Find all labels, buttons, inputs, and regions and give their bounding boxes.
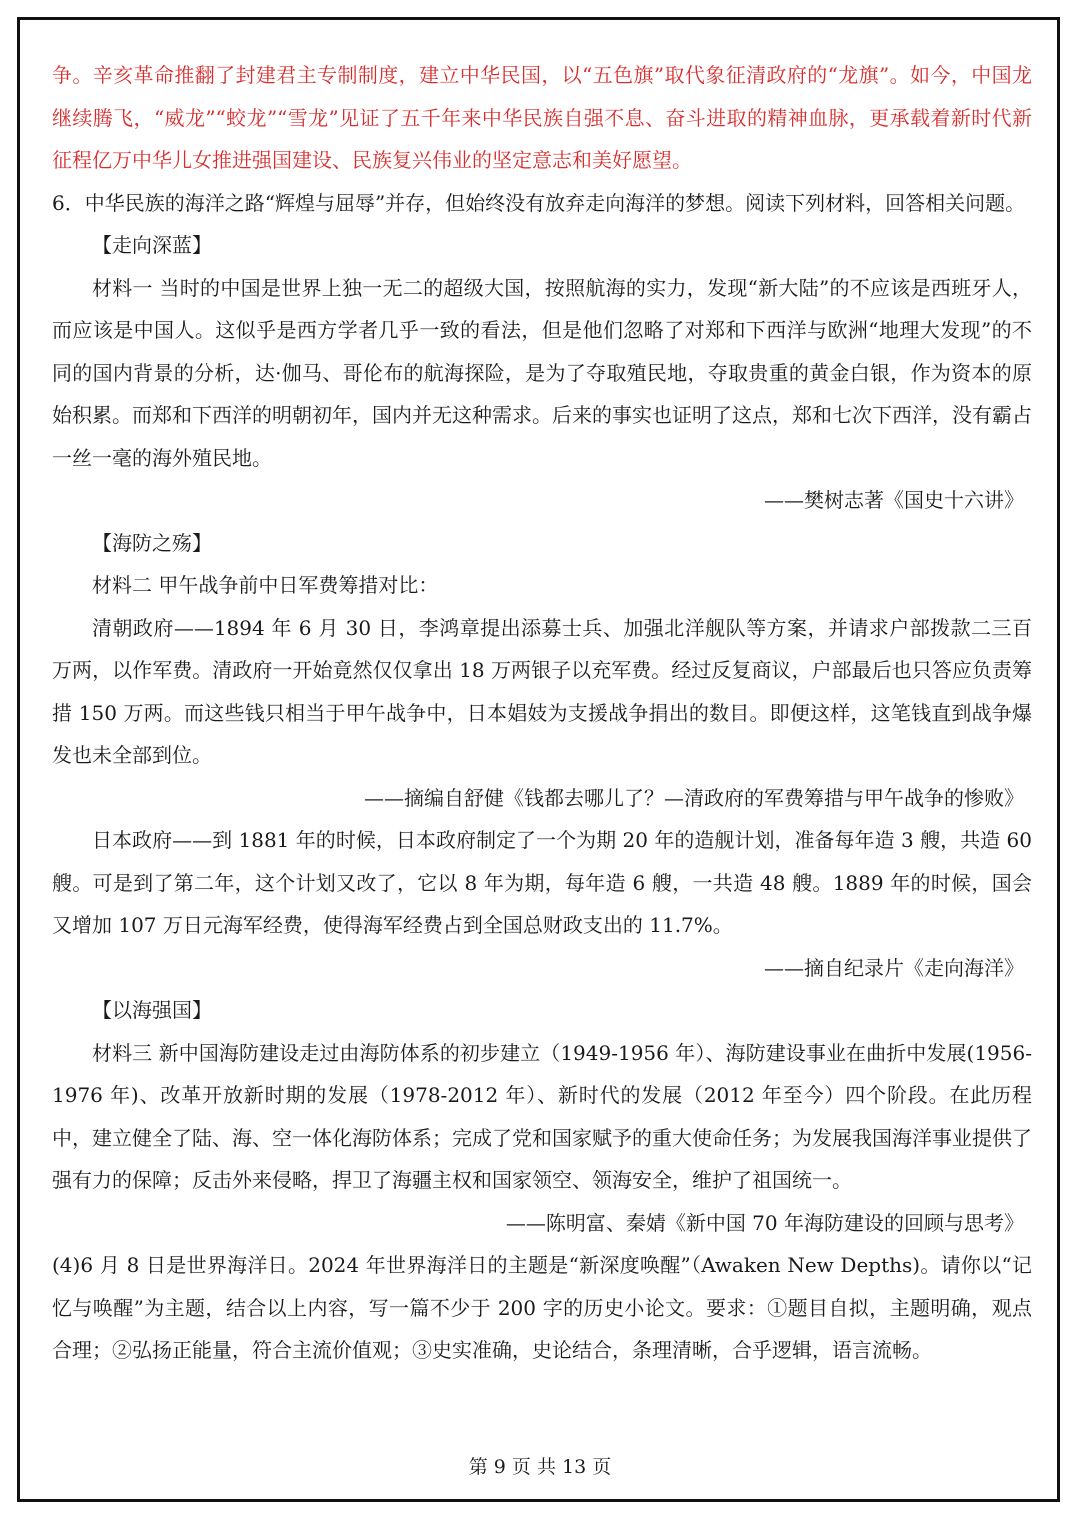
material-two-intro: 材料二 甲午战争前中日军费筹措对比： bbox=[92, 573, 439, 597]
question-6: 6．中华民族的海洋之路“辉煌与屈辱”并存，但始终没有放弃走向海洋的梦想。阅读下列材料，回答相关问题。 bbox=[52, 190, 1026, 215]
section-heading-coastal-defense: 【海防之殇】 bbox=[92, 530, 212, 555]
page-number: 第 9 页 共 13 页 bbox=[468, 1456, 612, 1478]
material-three-source: ——陈明富、秦婧《新中国 70 年海防建设的回顾与思考》 bbox=[505, 1210, 1024, 1235]
question-4: (4)6 月 8 日是世界海洋日。2024 年世界海洋日的主题是“新深度唤醒”（Awaken New Depths)。请你以“记忆与唤醒”为主题，结合以上内容，写一篇不少于 200 字的历史小论文。要求：①题目自拟，主题明确，观点合理；②弘扬正能量，符合主流价值观；③史实准确，史论结合，条理清晰，合乎逻辑，语言流畅。 bbox=[52, 1253, 1032, 1362]
material-two-qing-source: ——摘编自舒健《钱都去哪儿了？—清政府的军费筹措与甲午战争的惨败》 bbox=[364, 785, 1024, 810]
material-one-source: ——樊树志著《国史十六讲》 bbox=[764, 488, 1024, 512]
material-two-japan-source: ——摘自纪录片《走向海洋》 bbox=[764, 955, 1024, 980]
section-heading-deep-blue: 【走向深蓝】 bbox=[92, 233, 212, 257]
page-content bbox=[52, 54, 1032, 1372]
material-two-japan: 日本政府——到 1881 年的时候，日本政府制定了一个为期 20 年的造舰计划，准备每年造 3 艘，共造 60 艘。可是到了第二年，这个计划又改了，它以 8 年为期，每年造 6 艘，一共造 48 艘。1889 年的时候，国会又增加 107 万日元海军经费，使得海军经费占到全国总财政支出的 11.7%。 bbox=[52, 828, 1032, 937]
material-one: 材料一 当时的中国是世界上独一无二的超级大国，按照航海的实力，发现“新大陆”的不应该是西班牙人，而应该是中国人。这似乎是西方学者几乎一致的看法，但是他们忽略了对郑和下西洋与欧洲“地理大发现”的不同的国内背景的分析，达·伽马、哥伦布的航海探险，是为了夺取殖民地，夺取贵重的黄金白银，作为资本的原始积累。而郑和下西洋的明朝初年，国内并无这种需求。后来的事实也证明了这点，郑和七次下西洋，没有霸占一丝一毫的海外殖民地。 bbox=[52, 275, 1032, 470]
answer-continuation: 争。辛亥革命推翻了封建君主专制制度，建立中华民国，以“五色旗”取代象征清政府的“龙旗”。如今，中国龙继续腾飞，“威龙”“蛟龙”“雪龙”见证了五千年来中华民族自强不息、奋斗进取的精神血脉，更承载着新时代新征程亿万中华儿女推进强国建设、民族复兴伟业的坚定意志和美好愿望。 bbox=[52, 63, 1032, 172]
material-three: 材料三 新中国海防建设走过由海防体系的初步建立（1949-1956 年）、海防建设事业在曲折中发展(1956-1976 年)、改革开放新时期的发展（1978-2012 年）、新时代的发展（2012 年至今）四个阶段。在此历程中，建立健全了陆、海、空一体化海防体系；完成了党和国家赋予的重大使命任务；为发展我国海洋事业提供了强有力的保障；反击外来侵略，捍卫了海疆主权和国家领空、领海安全，维护了祖国统一。 bbox=[52, 1040, 1032, 1192]
material-two-qing: 清朝政府——1894 年 6 月 30 日，李鸿章提出添募士兵、加强北洋舰队等方案，并请求户部拨款二三百万两，以作军费。清政府一开始竟然仅仅拿出 18 万两银子以充军费。经过反复商议，户部最后也只答应负责筹措 150 万两。而这些钱只相当于甲午战争中，日本娼妓为支援战争捐出的数目。即便这样，这笔钱直到战争爆发也未全部到位。 bbox=[52, 615, 1032, 767]
section-heading-sea-power: 【以海强国】 bbox=[92, 998, 212, 1022]
